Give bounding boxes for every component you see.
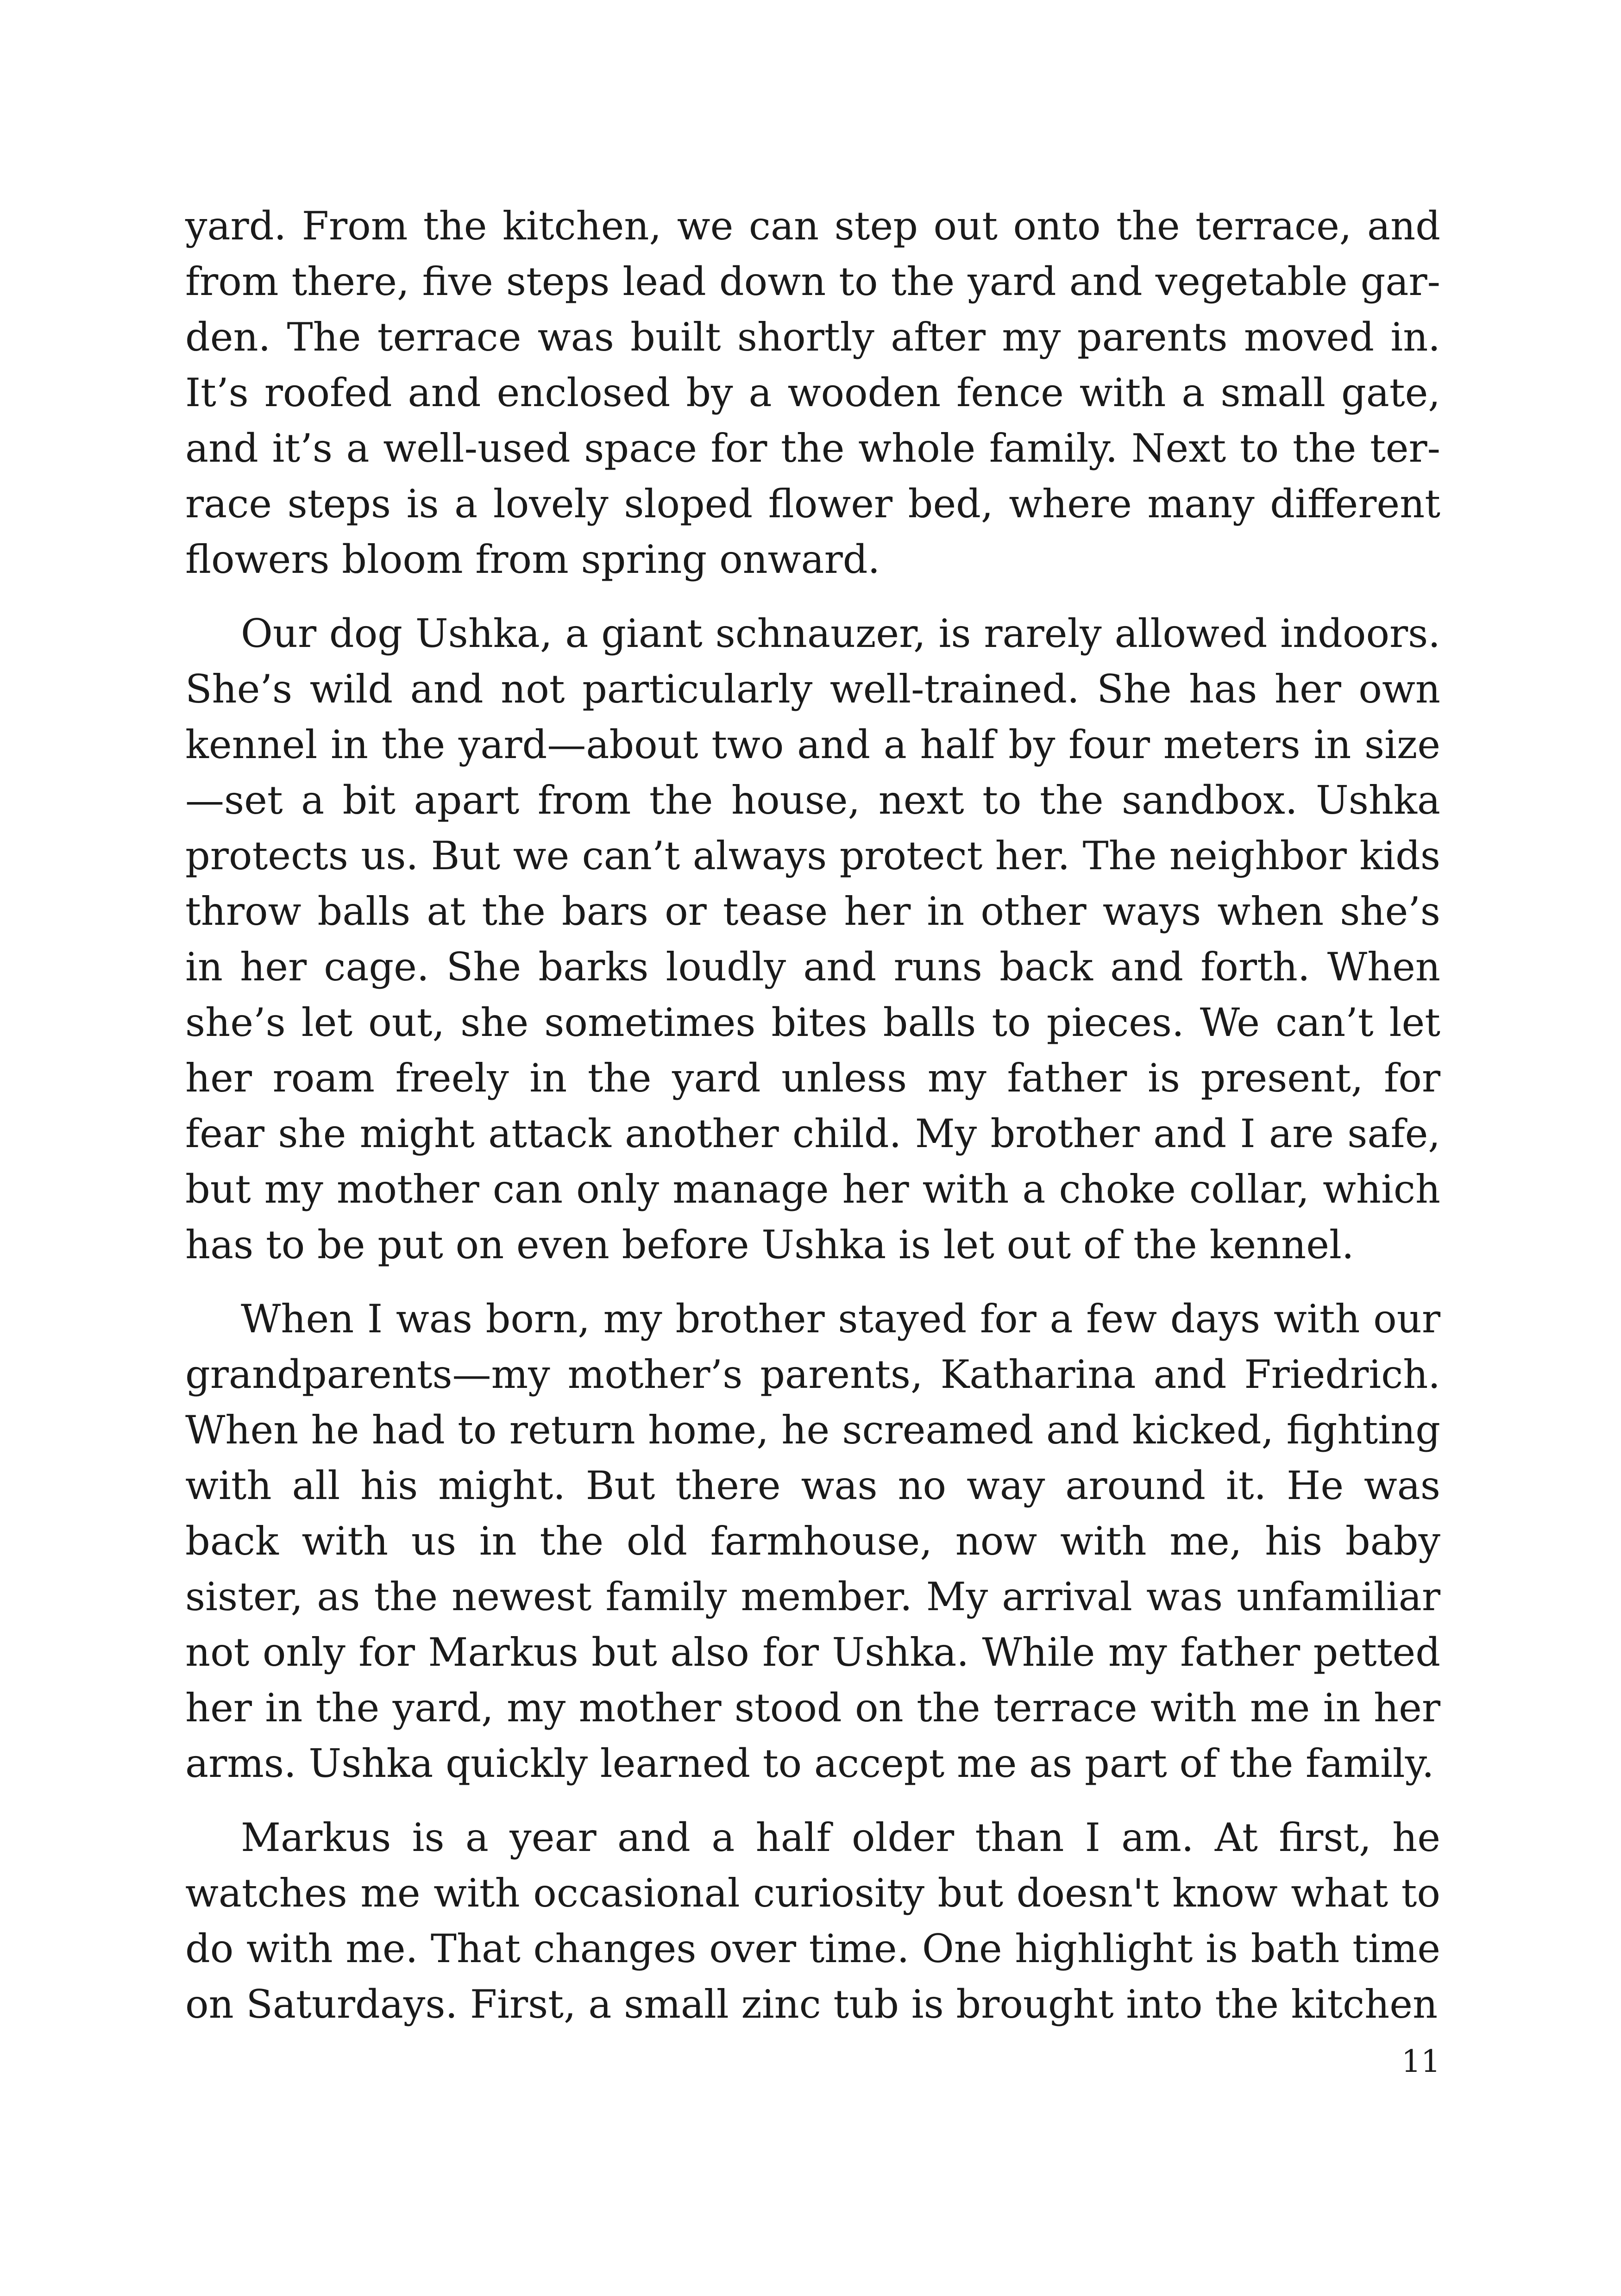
paragraph-3: When I was born, my brother stayed for a few days with our grandparents—my mother’s parents, Katharina and Friedrich. When he had to return home, he screamed and kicked, fighting with all his might. But there was no way around it. He was back with us in the old farmhouse, now with me, his baby sister, as the newest family member. My arrival was unfamiliar not only for Markus but also for Ushka. While my father petted her in the yard, my mother stood on the terrace with me in her arms. Ushka quickly learned to accept me as part of the family. (185, 1296, 1440, 1786)
paragraph-2: Our dog Ushka, a giant schnauzer, is rarely allowed indoors. She’s wild and not particularly well-trained. She has her own kennel in the yard—about two and a half by four meters in size—set a bit apart from the house, next to the sandbox. Ushka protects us. But we can’t always protect her. The neighbor kids throw balls at the bars or tease her in other ways when she’s in her cage. She barks loudly and runs back and forth. When she’s let out, she sometimes bites balls to pieces. We can’t let her roam freely in the yard unless my father is present, for fear she might attack another child. My brother and I are safe, but my mother can only manage her with a choke collar, which has to be put on even before Ushka is let out of the kennel. (185, 611, 1440, 1267)
paragraph-4: Markus is a year and a half older than I am. At first, he watches me with occasional curiosity but doesn't know what to do with me. That changes over time. One highlight is bath time on Saturdays. First, a small zinc tub is brought into the kitchen (185, 1815, 1440, 2027)
body-text (185, 198, 1440, 2032)
paragraph-1: yard. From the kitchen, we can step out onto the terrace, and from there, five steps lead down to the yard and vegetable garden. The terrace was built shortly after my parents moved in. It’s roofed and enclosed by a wooden fence with a small gate, and it’s a well-used space for the whole family. Next to the terrace steps is a lovely sloped flower bed, where many different flowers bloom from spring onward. (185, 203, 1440, 582)
page-number: 11 (1401, 2044, 1440, 2079)
